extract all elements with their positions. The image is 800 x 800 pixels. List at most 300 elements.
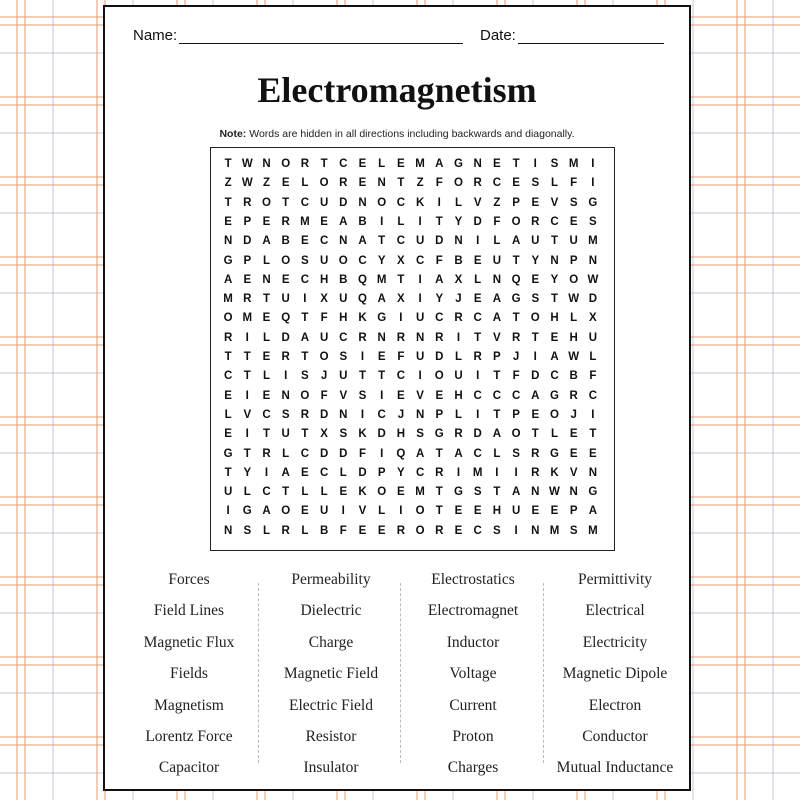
grid-letter: U: [319, 331, 329, 344]
grid-letter: C: [511, 389, 521, 402]
grid-letter: I: [437, 196, 441, 209]
grid-letter: L: [493, 235, 501, 248]
word-list-item: Electrostatics: [431, 571, 515, 588]
grid-letter: O: [511, 428, 521, 441]
grid-letter: I: [591, 177, 595, 190]
grid-letter: D: [281, 331, 290, 344]
grid-letter: I: [380, 447, 384, 460]
grid-letter: C: [396, 196, 406, 209]
grid-letter: V: [569, 466, 578, 479]
grid-letter: T: [262, 428, 270, 441]
grid-letter: Z: [416, 177, 424, 190]
grid-letter: T: [512, 312, 520, 325]
grid-letter: I: [591, 158, 595, 170]
grid-letter: K: [415, 196, 425, 209]
grid-letter: C: [377, 408, 386, 421]
grid-row: [211, 367, 614, 386]
grid-letter: H: [319, 273, 329, 286]
grid-letter: M: [242, 312, 253, 325]
grid-letter: I: [284, 370, 288, 383]
word-list-item: Field Lines: [153, 602, 225, 620]
grid-letter: A: [511, 235, 521, 248]
grid-letter: O: [377, 486, 387, 499]
grid-letter: O: [281, 158, 291, 170]
word-list-item: Electromagnet: [427, 602, 519, 620]
grid-letter: A: [550, 351, 559, 363]
word-list-item: Electrical: [585, 602, 645, 620]
grid-row: [211, 502, 614, 521]
grid-letter: Q: [511, 273, 521, 286]
grid-letter: T: [224, 466, 232, 479]
grid-letter: T: [435, 215, 443, 228]
word-list-item: Conductor: [582, 727, 648, 745]
grid-letter: E: [377, 351, 386, 363]
grid-letter: T: [320, 158, 328, 170]
grid-letter: N: [531, 486, 540, 499]
grid-letter: H: [492, 505, 502, 518]
grid-letter: Z: [262, 177, 270, 190]
grid-letter: G: [223, 254, 233, 267]
grid-letter: E: [550, 331, 559, 344]
word-list-item: Charge: [308, 633, 354, 651]
grid-letter: I: [591, 408, 595, 421]
grid-letter: L: [454, 351, 462, 363]
grid-letter: O: [223, 312, 233, 325]
grid-letter: U: [531, 235, 540, 248]
grid-letter: U: [588, 331, 598, 344]
grid-letter: E: [569, 215, 578, 228]
grid-letter: S: [569, 524, 578, 537]
grid-row: [211, 309, 614, 328]
grid-letter: Q: [281, 312, 291, 325]
grid-letter: V: [243, 408, 252, 421]
word-list-item: Forces: [168, 571, 210, 588]
grid-letter: O: [281, 254, 291, 267]
grid-letter: H: [339, 312, 348, 325]
note-text: Words are hidden in all directions including backwards and diagonally.: [246, 128, 575, 140]
word-list-item: Capacitor: [158, 759, 220, 777]
grid-letter: A: [492, 312, 502, 325]
grid-letter: N: [281, 389, 290, 402]
grid-letter: C: [473, 524, 482, 537]
grid-letter: L: [301, 486, 309, 499]
grid-letter: N: [339, 235, 348, 248]
grid-letter: E: [589, 447, 597, 460]
grid-letter: I: [226, 505, 230, 518]
grid-letter: N: [569, 486, 578, 499]
grid-letter: C: [319, 235, 329, 248]
grid-row: [211, 406, 614, 425]
grid-letter: E: [531, 505, 540, 518]
grid-letter: U: [281, 428, 290, 441]
grid-letter: M: [223, 293, 233, 306]
page-title: Electromagnetism: [257, 70, 537, 110]
grid-letter: I: [360, 408, 365, 421]
word-list-item: Dielectric: [300, 602, 362, 620]
grid-letter: U: [319, 254, 329, 267]
grid-letter: Z: [493, 196, 501, 209]
grid-letter: W: [549, 486, 560, 499]
grid-letter: T: [282, 196, 290, 209]
grid-letter: W: [241, 177, 253, 190]
grid-letter: F: [397, 351, 405, 363]
grid-letter: E: [281, 177, 290, 190]
worksheet: [103, 5, 691, 791]
grid-letter: E: [473, 293, 482, 306]
grid-letter: C: [262, 486, 271, 499]
grid-letter: M: [376, 273, 387, 286]
grid-letter: O: [415, 505, 425, 518]
grid-letter: M: [588, 524, 598, 537]
grid-letter: N: [223, 235, 233, 248]
grid-letter: T: [435, 486, 443, 499]
column-separator: [543, 583, 544, 763]
grid-letter: K: [358, 428, 367, 441]
grid-letter: N: [588, 466, 598, 479]
grid-letter: O: [377, 196, 387, 209]
grid-letter: S: [358, 389, 367, 402]
grid-letter: O: [550, 408, 559, 421]
grid-letter: S: [281, 408, 290, 421]
grid-letter: A: [339, 215, 348, 228]
grid-letter: T: [493, 370, 501, 383]
grid-letter: C: [492, 177, 502, 190]
grid-letter: I: [380, 389, 384, 402]
grid-letter: V: [339, 389, 348, 402]
grid-letter: N: [531, 524, 540, 537]
grid-row: [211, 425, 614, 444]
word-list-item: Electricity: [582, 633, 648, 651]
grid-letter: T: [512, 158, 520, 170]
grid-letter: U: [569, 235, 578, 248]
grid-letter: I: [360, 351, 365, 363]
grid-letter: S: [512, 447, 520, 460]
word-list-item: Electron: [588, 696, 642, 714]
grid-letter: K: [358, 312, 367, 325]
grid-letter: G: [454, 486, 463, 499]
grid-letter: A: [377, 293, 386, 306]
grid-letter: D: [531, 370, 540, 383]
grid-letter: D: [243, 235, 252, 248]
grid-letter: G: [377, 312, 387, 325]
word-list-item: Mutual Inductance: [556, 759, 674, 777]
grid-letter: C: [550, 370, 559, 383]
grid-letter: E: [339, 486, 348, 499]
grid-letter: E: [531, 196, 540, 209]
grid-letter: T: [474, 331, 482, 344]
grid-letter: I: [418, 293, 422, 306]
grid-letter: V: [358, 505, 367, 518]
date-line: [518, 27, 664, 44]
grid-letter: T: [435, 447, 443, 460]
grid-letter: T: [224, 158, 232, 170]
grid-letter: I: [456, 466, 461, 479]
grid-letter: D: [435, 235, 444, 248]
date-label: Date:: [480, 27, 516, 44]
grid-letter: R: [223, 331, 233, 344]
grid-letter: P: [512, 408, 520, 421]
grid-letter: T: [224, 351, 232, 363]
name-label: Name:: [133, 27, 178, 44]
grid-letter: J: [397, 408, 405, 421]
grid-letter: Y: [397, 466, 405, 479]
grid-letter: T: [550, 293, 558, 306]
word-list-item: Fields: [170, 665, 208, 683]
grid-letter: T: [550, 235, 558, 248]
grid-letter: B: [454, 254, 463, 267]
grid-letter: M: [588, 235, 598, 248]
grid-letter: U: [415, 312, 425, 325]
grid-letter: E: [531, 408, 540, 421]
grid-letter: T: [531, 331, 539, 344]
grid-letter: M: [415, 486, 425, 499]
grid-letter: C: [435, 312, 444, 325]
grid-letter: L: [493, 447, 501, 460]
grid-letter: R: [435, 331, 444, 344]
grid-letter: R: [435, 524, 444, 537]
grid-row: [211, 155, 614, 174]
grid-letter: R: [358, 331, 367, 344]
grid-letter: U: [319, 196, 329, 209]
grid-letter: N: [223, 524, 233, 537]
grid-letter: Y: [454, 215, 463, 228]
grid-letter: A: [588, 505, 598, 518]
grid-letter: R: [454, 428, 463, 441]
word-list-item: Magnetic Field: [283, 665, 379, 683]
grid-letter: A: [531, 389, 540, 402]
grid-letter: E: [301, 505, 309, 518]
grid-letter: J: [320, 370, 328, 383]
grid-letter: U: [339, 293, 348, 306]
grid-letter: L: [320, 486, 328, 499]
grid-letter: T: [493, 486, 501, 499]
grid-letter: L: [550, 428, 558, 441]
grid-letter: F: [339, 524, 347, 537]
grid-letter: E: [569, 447, 578, 460]
grid-letter: S: [339, 351, 348, 363]
grid-letter: O: [338, 254, 348, 267]
grid-letter: T: [589, 428, 597, 441]
word-list-item: Current: [449, 696, 497, 714]
grid-letter: L: [397, 215, 405, 228]
grid-letter: E: [358, 158, 367, 170]
word-list-column: [261, 569, 401, 789]
grid-letter: A: [300, 331, 310, 344]
grid-letter: I: [399, 312, 403, 325]
grid-letter: R: [262, 447, 271, 460]
grid-letter: T: [531, 428, 539, 441]
grid-letter: Z: [224, 177, 232, 190]
grid-letter: I: [264, 466, 269, 479]
grid-letter: X: [397, 293, 405, 306]
grid-letter: R: [281, 215, 290, 228]
grid-letter: A: [492, 428, 502, 441]
grid-letter: M: [472, 466, 483, 479]
grid-letter: U: [223, 486, 233, 499]
grid-letter: N: [588, 254, 598, 267]
grid-letter: I: [341, 505, 345, 518]
grid-letter: N: [492, 273, 502, 286]
grid-letter: O: [511, 215, 521, 228]
grid-letter: R: [396, 331, 406, 344]
grid-letter: U: [454, 370, 463, 383]
grid-row: [211, 290, 614, 309]
grid-letter: R: [339, 177, 348, 190]
grid-letter: O: [530, 312, 540, 325]
grid-letter: C: [396, 235, 406, 248]
grid-letter: C: [300, 447, 310, 460]
grid-letter: T: [378, 235, 386, 248]
grid-letter: C: [319, 466, 329, 479]
grid-letter: S: [531, 177, 540, 190]
grid-letter: P: [377, 466, 386, 479]
grid-letter: L: [474, 273, 482, 286]
grid-letter: P: [493, 351, 501, 363]
grid-letter: B: [358, 215, 367, 228]
grid-letter: O: [319, 351, 329, 363]
word-list-item: Permittivity: [577, 571, 653, 588]
grid-letter: T: [262, 293, 270, 306]
grid-letter: I: [533, 351, 537, 363]
grid-letter: C: [550, 215, 559, 228]
grid-letter: N: [473, 158, 482, 170]
grid-letter: I: [399, 505, 403, 518]
grid-letter: L: [454, 196, 462, 209]
name-line: [179, 27, 463, 44]
grid-letter: A: [358, 235, 367, 248]
grid-letter: O: [434, 370, 444, 383]
grid-letter: H: [396, 428, 406, 441]
grid-letter: L: [454, 408, 462, 421]
grid-letter: N: [377, 331, 386, 344]
grid-letter: O: [415, 524, 425, 537]
grid-letter: R: [396, 524, 406, 537]
grid-letter: U: [415, 351, 425, 363]
grid-letter: R: [281, 351, 290, 363]
grid-letter: G: [588, 486, 598, 499]
grid-letter: L: [378, 158, 386, 170]
grid-letter: E: [550, 505, 559, 518]
grid-letter: I: [380, 215, 384, 228]
grid-row: [211, 232, 614, 251]
grid-letter: E: [243, 273, 252, 286]
word-list-item: Permeability: [291, 571, 371, 588]
grid-letter: C: [396, 370, 406, 383]
grid-letter: N: [339, 408, 348, 421]
grid-letter: A: [454, 447, 463, 460]
grid-letter: P: [243, 215, 252, 228]
grid-letter: E: [281, 273, 290, 286]
grid-letter: M: [549, 524, 560, 537]
grid-letter: L: [262, 524, 270, 537]
grid-letter: T: [397, 177, 405, 190]
grid-letter: U: [415, 235, 425, 248]
grid-letter: O: [319, 177, 329, 190]
word-list-item: Lorentz Force: [145, 727, 233, 745]
grid-row: [211, 174, 614, 193]
grid-letter: L: [243, 486, 251, 499]
grid-letter: I: [533, 158, 537, 170]
grid-letter: A: [511, 486, 521, 499]
grid-letter: Y: [550, 273, 559, 286]
grid-letter: Q: [358, 273, 367, 286]
grid-letter: L: [301, 177, 309, 190]
grid-letter: N: [415, 408, 425, 421]
word-list-column: [403, 569, 543, 789]
grid-letter: E: [397, 486, 405, 499]
grid-letter: R: [531, 466, 540, 479]
grid-letter: Y: [377, 254, 386, 267]
grid-letter: S: [550, 158, 559, 170]
grid-letter: T: [493, 408, 501, 421]
grid-letter: P: [512, 196, 520, 209]
grid-letter: E: [397, 158, 405, 170]
grid-letter: V: [473, 196, 482, 209]
grid-letter: A: [492, 293, 502, 306]
grid-letter: T: [378, 370, 386, 383]
grid-letter: A: [415, 447, 425, 460]
grid-letter: U: [511, 505, 521, 518]
grid-letter: D: [358, 466, 367, 479]
grid-letter: G: [550, 389, 559, 402]
grid-letter: M: [415, 158, 425, 170]
grid-letter: F: [358, 447, 366, 460]
grid-letter: W: [241, 158, 253, 170]
grid-letter: R: [569, 389, 578, 402]
grid-letter: C: [473, 312, 482, 325]
grid-letter: E: [454, 505, 463, 518]
grid-letter: O: [281, 505, 291, 518]
grid-letter: S: [339, 428, 348, 441]
grid-letter: A: [262, 505, 271, 518]
grid-row: [211, 483, 614, 502]
grid-letter: F: [435, 177, 443, 190]
grid-letter: P: [435, 408, 444, 421]
grid-letter: P: [569, 254, 578, 267]
grid-letter: S: [569, 196, 578, 209]
word-list-item: Charges: [447, 759, 499, 777]
grid-letter: I: [514, 466, 518, 479]
grid-letter: I: [514, 524, 518, 537]
grid-letter: S: [416, 428, 424, 441]
grid-row: [211, 329, 614, 348]
grid-letter: E: [224, 215, 232, 228]
grid-letter: F: [512, 370, 520, 383]
grid-letter: I: [418, 370, 422, 383]
grid-letter: R: [454, 312, 463, 325]
grid-letter: T: [358, 370, 366, 383]
grid-letter: U: [339, 370, 348, 383]
grid-letter: C: [339, 158, 348, 170]
grid-letter: G: [588, 196, 598, 209]
grid-letter: S: [473, 486, 482, 499]
grid-letter: E: [569, 428, 578, 441]
grid-letter: N: [262, 273, 271, 286]
grid-letter: L: [224, 408, 232, 421]
grid-letter: G: [454, 158, 463, 170]
grid-letter: R: [473, 351, 482, 363]
grid-row: [211, 252, 614, 271]
grid-letter: C: [415, 466, 425, 479]
word-list-column: [545, 569, 685, 789]
grid-letter: P: [243, 254, 252, 267]
grid-letter: C: [588, 389, 598, 402]
word-list-item: Inductor: [446, 633, 500, 651]
grid-letter: W: [587, 273, 599, 286]
grid-letter: C: [415, 254, 425, 267]
grid-letter: I: [245, 389, 249, 402]
grid-letter: C: [473, 447, 482, 460]
